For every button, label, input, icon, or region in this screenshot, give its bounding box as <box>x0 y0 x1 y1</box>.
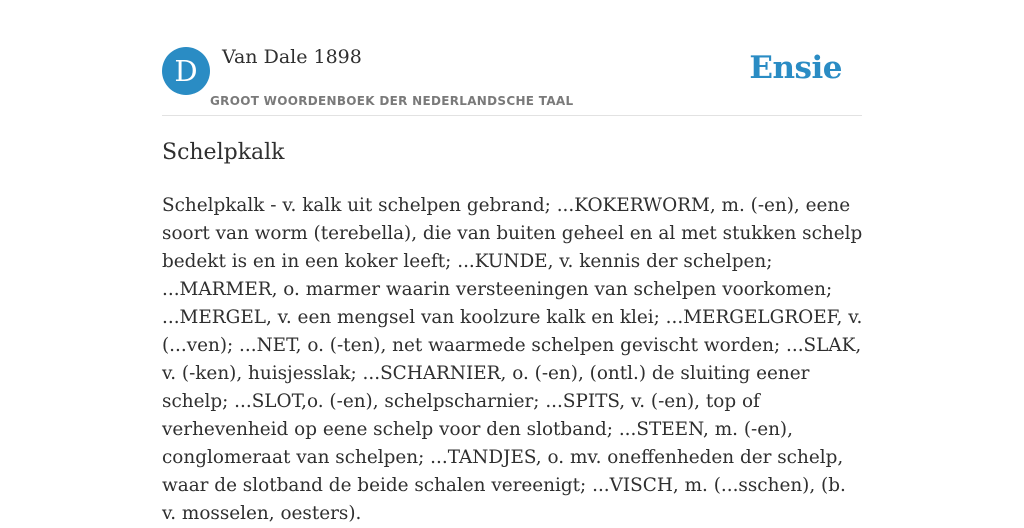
header-divider <box>162 115 862 116</box>
ensie-logo-link[interactable]: Ensie <box>749 50 842 86</box>
entry-title: Schelpkalk <box>162 140 285 165</box>
dictionary-subtitle: GROOT WOORDENBOEK DER NEDERLANDSCHE TAAL <box>210 94 574 108</box>
entry-definition: Schelpkalk - v. kalk uit schelpen gebrand; ...KOKERWORM, m. (-en), eene soort van worm (terebella), die van buiten geheel en al met stukken schelp bedekt is en in een koker leeft; ...KUNDE, v. kennis der schelpen; ...MARMER, o. marmer waarin versteeningen van schelpen voorkomen; ...MERGEL, v. een mengsel van koolzure kalk en klei; ...MERGELGROEF, v. (...ven); ...NET, o. (-ten), net waarmede schelpen gevischt worden; ...SLAK, v. (-ken), huisjesslak; ...SCHARNIER, o. (-en), (ontl.) de sluiting eener schelp; ...SLOT,o. (-en), schelpscharnier; ...SPITS, v. (-en), top of verhevenheid op eene schelp voor den slotband; ...STEEN, m. (-en), conglomeraat van schelpen; ...TANDJES, o. mv. oneffenheden der schelp, waar de slotband de beide schalen vereenigt; ...VISCH, m. (...sschen), (b. v. mosselen, oesters). <box>162 195 863 524</box>
dictionary-avatar[interactable]: D <box>162 47 210 95</box>
dictionary-name-link[interactable]: Van Dale 1898 <box>222 46 362 68</box>
dictionary-header <box>162 46 862 116</box>
